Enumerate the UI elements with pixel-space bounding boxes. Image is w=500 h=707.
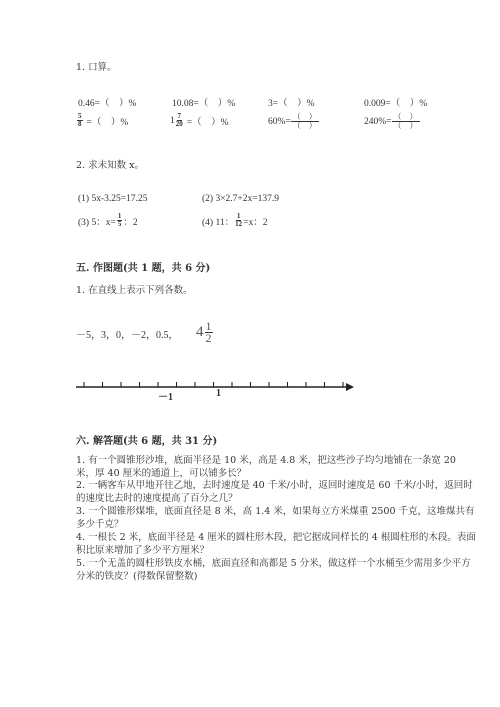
oral-calc-4: 0.009=（ ）%	[364, 99, 428, 109]
problem-4: 4. 一根长 2 米，底面半径是 4 厘米的圆柱形木段，把它据成同样长的 4 根圆柱形的木段。表面积比原来增加了多少平方厘米？	[76, 532, 476, 556]
oral-calc-1: 0.46=（ ）%	[78, 99, 137, 109]
oral-calc-7: 60%= $\frac{( )}{( )}$	[268, 112, 317, 130]
axis-label-1: 1	[216, 388, 221, 399]
axis-ticks	[84, 382, 343, 387]
problem-1: 1. 有一个圆锥形沙堆，底面半径是 10 米，高是 4.8 米，把这些沙子均匀地铺在一条宽 20 米，厚 40 厘米的通道上，可以铺多长？	[76, 455, 456, 479]
problem-5: 5. 一个无盖的圆柱形铁皮水桶，底面直径和高都是 5 分米，做这样一个水桶至少需用多少平方分米的铁皮？(得数保留整数)	[76, 558, 471, 582]
problem-3: 3. 一个圆锥形煤堆，底面直径是 8 米，高 1.4 米，如果每立方米煤重 2500 千克，这堆煤共有多少千克？	[76, 506, 475, 530]
axis-label-neg1: －1	[158, 392, 173, 403]
arrow-icon	[346, 383, 354, 391]
q1-title: 1. 口算。	[76, 62, 117, 73]
oral-calc-5: $\frac{5}{8}$ =（ ）%	[78, 112, 129, 128]
fraction: $\frac{1}{5}$	[117, 212, 122, 228]
q2-title: 2. 求未知数 x。	[76, 160, 144, 171]
equation-1: (1) 5x-3.25=17.25	[78, 194, 148, 204]
equation-2: (2) 3×2.7+2x=137.9	[202, 194, 280, 204]
section-6-heading: 六. 解答题(共 6 题，共 31 分)	[76, 436, 218, 447]
fraction: $\frac{5}{8}$	[78, 112, 82, 128]
oral-calc-2: 10.08=（ ）%	[172, 99, 236, 109]
number-line	[70, 378, 360, 400]
oral-calc-6: 1 $\frac{7}{20}$ =（ ）%	[170, 112, 229, 128]
problem-2: 2. 一辆客车从甲地开往乙地，去时速度是 40 千米/小时，返回时速度是 60 千米/小时，返回时的速度比去时的速度提高了百分之几？	[76, 480, 473, 504]
equation-4: (4) 11： $\frac{1}{12}$ =x：2	[202, 212, 268, 228]
fraction: $\frac{7}{20}$	[175, 112, 183, 128]
drawing-question: 1. 在直线上表示下列各数。	[76, 285, 193, 296]
fraction: $\frac{( )}{( )}$	[292, 112, 317, 130]
mixed-number: 4 $\frac{1}{2}$	[196, 319, 212, 345]
equation-3: (3) 5：x= $\frac{1}{5}$ ：2	[78, 212, 138, 228]
numbers-list: －5，3，0，－2，0.5，	[76, 330, 179, 341]
fraction: $\frac{1}{12}$	[235, 212, 243, 228]
oral-calc-8: 240%= $\frac{( )}{( )}$	[364, 112, 418, 130]
section-5-heading: 五. 作图题(共 1 题，共 6 分)	[76, 263, 211, 274]
fraction: $\frac{( )}{( )}$	[393, 112, 418, 130]
oral-calc-3: 3=（ ）%	[268, 99, 315, 109]
fraction: $\frac{1}{2}$	[205, 319, 212, 345]
